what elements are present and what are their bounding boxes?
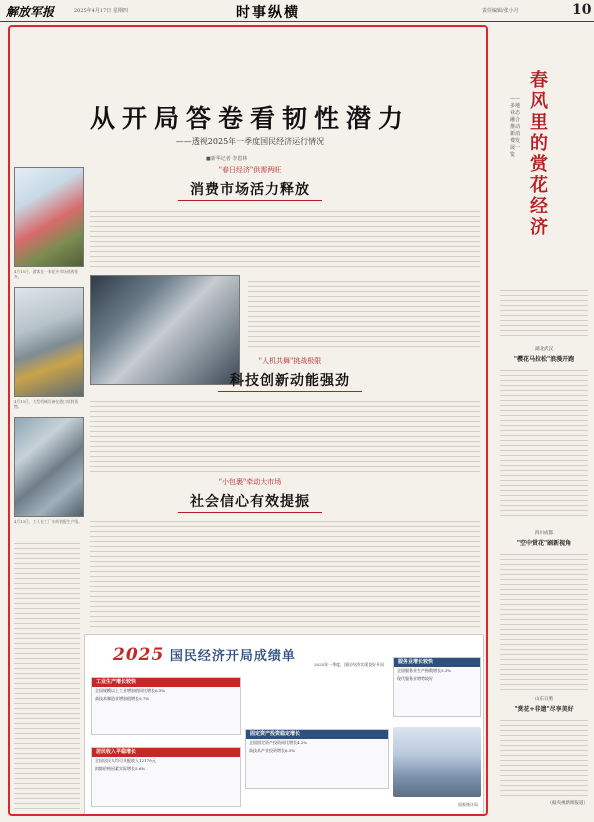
infographic-title-text: 国民经济开局成绩单: [169, 649, 296, 664]
photo-robot-event: [90, 275, 240, 385]
section-title-innovation: 科技创新动能强劲: [230, 373, 350, 389]
sidebar-title: 春风里的赏花经济: [530, 70, 548, 238]
body-text-column: [248, 277, 480, 351]
infographic-box-line: 扣除价格因素实际增长5.6%: [95, 766, 146, 771]
newspaper-logo: 解放军报: [6, 5, 55, 19]
infographic-box-line: 全国服务业生产指数增长5.3%: [397, 668, 452, 673]
editor-credit: 责任编辑/张小月: [482, 8, 519, 14]
sidebar-subhead: "赏花+非遗"尽享美好: [514, 706, 574, 713]
photo-caption-1: 4月15日，游客在一家花卉市场选购花卉。: [14, 269, 79, 279]
section-name: 时事纵横: [236, 5, 300, 21]
sidebar-body-text: [500, 286, 588, 340]
infographic-box-line: 高技术制造业增加值增长9.7%: [95, 696, 150, 701]
infographic-box-income: [91, 747, 241, 807]
section-title-confidence: 社会信心有效提振: [190, 494, 310, 510]
section-title-consumption: 消费市场活力释放: [190, 182, 310, 198]
photo-factory-workshop: [14, 417, 84, 517]
photo-flower-market: [14, 167, 84, 267]
infographic-box-industry: [91, 677, 241, 735]
infographic-title: [113, 645, 296, 665]
infographic-box-title: 服务业增长较快: [394, 658, 480, 667]
infographic-gdp-text: 2025年一季度，国民经济实现良好开局: [314, 662, 385, 667]
section-divider: [178, 200, 322, 201]
infographic-year: 2025: [113, 645, 165, 665]
infographic-box-services: [393, 657, 481, 717]
body-text-column: [90, 207, 480, 267]
sidebar-subhead-place: 山东日照: [535, 697, 553, 702]
infographic-source: 国家统计局: [458, 802, 478, 807]
infographic-box-investment: [245, 729, 389, 789]
section-divider: [178, 512, 322, 513]
photo-caption-3: 4月13日，工人在工厂车间装配生产线。: [14, 519, 82, 524]
photo-caption-2: 4月15日，大型机械设备在港口装卸货物。: [14, 399, 79, 409]
infographic-box-line: 全国居民人均可支配收入12179元: [95, 758, 156, 763]
infographic-box-line: 现代服务业增势较好: [397, 676, 433, 681]
infographic-box-title: 固定资产投资稳定增长: [246, 730, 388, 739]
infographic-box-title: 工业生产增长较快: [92, 678, 240, 687]
section-tag-innovation: "人机共舞"挑战极限: [258, 357, 322, 365]
sidebar-body-text: [500, 366, 588, 516]
section-divider: [218, 391, 362, 392]
body-text-column: [14, 539, 80, 809]
sidebar-source: （据央视新闻报道）: [547, 801, 588, 806]
photo-port-machinery: [14, 287, 84, 397]
page-number: 10: [572, 2, 592, 18]
sidebar-subtitle: ——多地业态融合推动新消费发展一览: [510, 96, 521, 158]
infographic-box-title: 居民收入平稳增长: [92, 748, 240, 757]
infographic-box-line: 全国规模以上工业增加值同比增长6.5%: [95, 688, 166, 693]
feature-article: [8, 25, 488, 816]
infographic-box-line: 全国固定资产投资同比增长4.2%: [249, 740, 308, 745]
article-lead: [66, 34, 486, 84]
infographic-box-line: 高技术产业投资增长6.5%: [249, 748, 296, 753]
article-subheadline: ——透视2025年一季度国民经济运行情况: [175, 137, 325, 146]
economy-infographic: [84, 634, 484, 815]
sidebar-subhead-place: 湖北武汉: [535, 347, 553, 352]
article-headline: 从开局答卷看韧性潜力: [89, 104, 410, 133]
issue-date: 2025年4月17日 星期四: [74, 8, 128, 14]
section-tag-consumption: "春日经济"供需两旺: [218, 166, 282, 174]
sidebar-body-text: [500, 716, 588, 796]
body-text-column: [90, 397, 480, 473]
section-tag-confidence: "小包裹"牵动大市场: [218, 478, 282, 486]
sidebar-article: [500, 28, 588, 816]
body-text-column: [90, 517, 480, 627]
sidebar-subhead: "空中赏花"刷新视角: [516, 540, 572, 547]
page-header: [0, 0, 594, 22]
infographic-cityscape: [393, 727, 481, 797]
article-byline: ■新华记者 李恩林: [206, 156, 248, 162]
sidebar-subhead: "樱花马拉松"浪漫开跑: [513, 356, 575, 363]
sidebar-subhead-place: 四川成都: [535, 531, 553, 536]
sidebar-body-text: [500, 550, 588, 690]
